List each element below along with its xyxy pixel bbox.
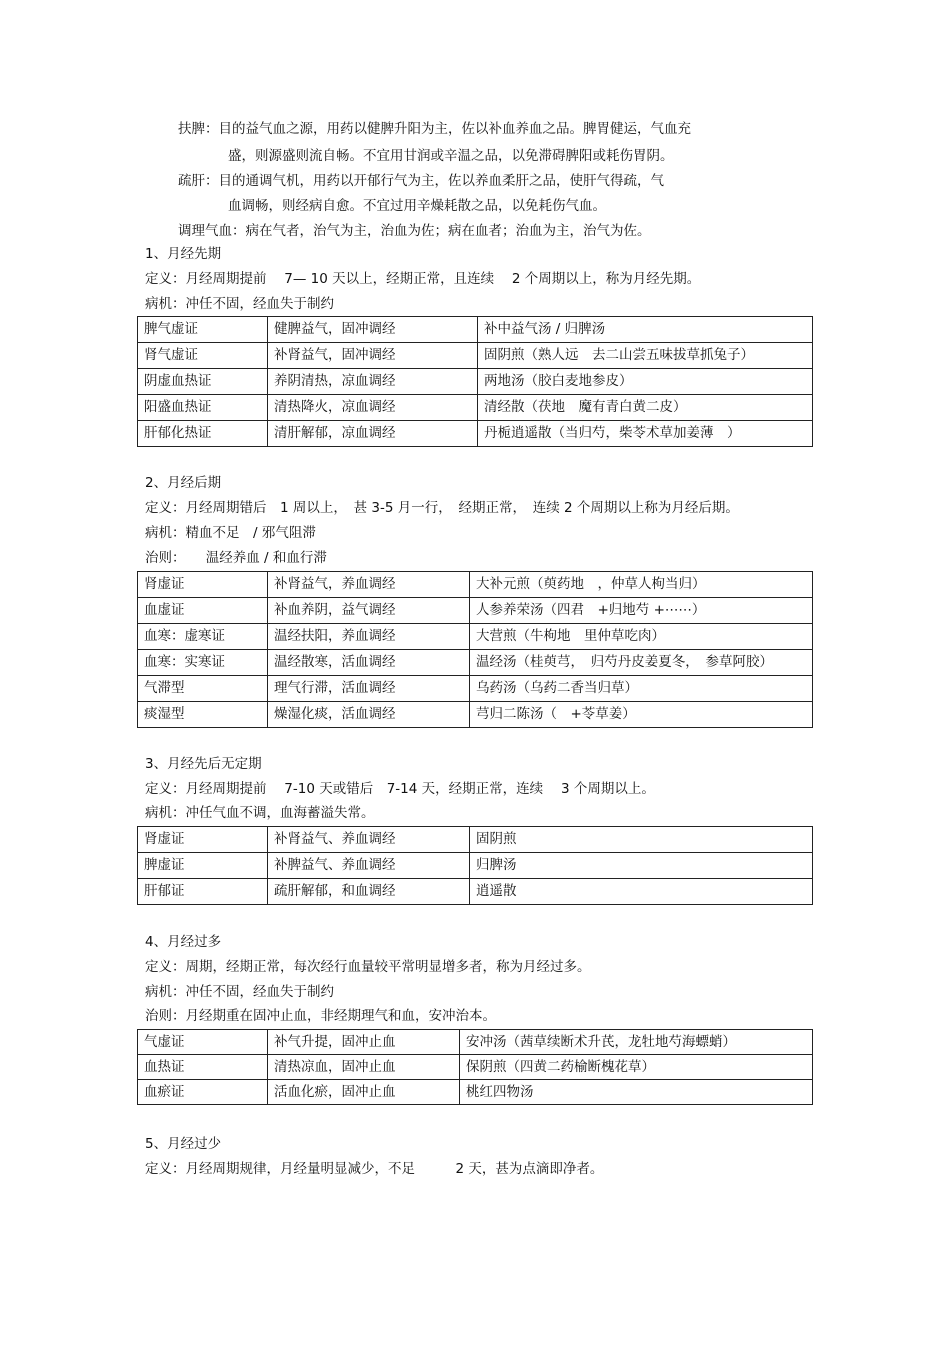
intro-spleen-line-1: 扶脾：目的益气血之源，用药以健脾升阳为主，佐以补血养血之品。脾胃健运，气血充 (178, 121, 691, 137)
formula-cell: 乌药汤（乌药二香当归草） (470, 676, 813, 702)
syndrome-cell: 血瘀证 (138, 1080, 268, 1105)
treatment-principle-cell: 活血化瘀，固冲止血 (268, 1080, 460, 1105)
formula-cell: 芎归二陈汤（ +苓草姜） (470, 702, 813, 728)
syndrome-cell: 脾虚证 (138, 853, 268, 879)
formula-cell: 桃红四物汤 (460, 1080, 813, 1105)
section-2-table (137, 571, 813, 728)
syndrome-cell: 血寒：虚寒证 (138, 624, 268, 650)
section-4-pathogenesis: 病机：冲任不固，经血失于制约 (145, 984, 334, 1000)
formula-cell: 清经散（茯地 魔有青白黄二皮） (478, 395, 813, 421)
intro-liver-line-1: 疏肝：目的通调气机，用药以开郁行气为主，佐以养血柔肝之品，使肝气得疏，气 (178, 173, 664, 189)
syndrome-cell: 肾虚证 (138, 572, 268, 598)
table-row (138, 1055, 813, 1080)
treatment-principle-cell: 清热降火，凉血调经 (268, 395, 478, 421)
treatment-principle-cell: 清热凉血，固冲止血 (268, 1055, 460, 1080)
syndrome-cell: 肝郁证 (138, 879, 268, 905)
section-1-table (137, 316, 813, 447)
formula-cell: 两地汤（胶白麦地参皮） (478, 369, 813, 395)
treatment-principle-cell: 补肾益气、养血调经 (268, 827, 470, 853)
syndrome-cell: 肾虚证 (138, 827, 268, 853)
section-1-definition: 定义：月经周期提前 7— 10 天以上，经期正常，且连续 2 个周期以上，称为月经先期。 (145, 271, 701, 287)
formula-cell: 温经汤（桂萸芎， 归芍丹皮姜夏冬， 参草阿胶） (470, 650, 813, 676)
treatment-principle-cell: 温经散寒，活血调经 (268, 650, 470, 676)
section-3-table (137, 826, 813, 905)
section-5-title: 5、月经过少 (145, 1136, 222, 1152)
formula-cell: 保阴煎（四黄二药榆断槐花草） (460, 1055, 813, 1080)
treatment-principle-cell: 理气行滞，活血调经 (268, 676, 470, 702)
syndrome-cell: 痰湿型 (138, 702, 268, 728)
table-row (138, 827, 813, 853)
syndrome-cell: 肾气虚证 (138, 343, 268, 369)
section-2-title: 2、月经后期 (145, 475, 222, 491)
treatment-principle-cell: 养阴清热，凉血调经 (268, 369, 478, 395)
formula-cell: 大补元煎（萸药地 ，仲草人枸当归） (470, 572, 813, 598)
table-row (138, 879, 813, 905)
formula-cell: 安冲汤（茜草续断术升芪，龙牡地芍海螵蛸） (460, 1030, 813, 1055)
syndrome-cell: 血虚证 (138, 598, 268, 624)
formula-cell: 人参养荣汤（四君 +归地芍 +⋯⋯） (470, 598, 813, 624)
section-4-title: 4、月经过多 (145, 934, 222, 950)
formula-cell: 大营煎（牛枸地 里仲草吃肉） (470, 624, 813, 650)
table-row (138, 317, 813, 343)
section-1-pathogenesis: 病机：冲任不固，经血失于制约 (145, 296, 334, 312)
table-row (138, 1080, 813, 1105)
syndrome-cell: 血热证 (138, 1055, 268, 1080)
treatment-principle-cell: 补气升提，固冲止血 (268, 1030, 460, 1055)
section-3-title: 3、月经先后无定期 (145, 756, 262, 772)
table-row (138, 395, 813, 421)
syndrome-cell: 阴虚血热证 (138, 369, 268, 395)
section-1-title: 1、月经先期 (145, 246, 222, 262)
formula-cell: 补中益气汤 / 归脾汤 (478, 317, 813, 343)
syndrome-cell: 脾气虚证 (138, 317, 268, 343)
section-3-pathogenesis: 病机：冲任气血不调，血海蓄溢失常。 (145, 805, 375, 821)
syndrome-cell: 血寒：实寒证 (138, 650, 268, 676)
table-row (138, 624, 813, 650)
syndrome-cell: 气滞型 (138, 676, 268, 702)
section-2-definition: 定义：月经周期错后 1 周以上， 甚 3-5 月一行， 经期正常， 连续 2 个周期以上称为月经后期。 (145, 500, 739, 516)
treatment-principle-cell: 补脾益气、养血调经 (268, 853, 470, 879)
table-row (138, 676, 813, 702)
treatment-principle-cell: 疏肝解郁，和血调经 (268, 879, 470, 905)
table-row (138, 369, 813, 395)
table-row (138, 598, 813, 624)
section-4-table (137, 1029, 813, 1105)
table-row (138, 853, 813, 879)
treatment-principle-cell: 清肝解郁，凉血调经 (268, 421, 478, 447)
syndrome-cell: 阳盛血热证 (138, 395, 268, 421)
section-4-definition: 定义：周期，经期正常，每次经行血量较平常明显增多者，称为月经过多。 (145, 959, 591, 975)
treatment-principle-cell: 补肾益气，养血调经 (268, 572, 470, 598)
formula-cell: 丹栀逍遥散（当归芍，柴苓术草加姜薄 ） (478, 421, 813, 447)
section-4-treatment: 治则：月经期重在固冲止血，非经期理气和血，安冲治本。 (145, 1008, 496, 1024)
intro-spleen-line-2: 盛，则源盛则流自畅。不宜用甘润或辛温之品，以免滞碍脾阳或耗伤胃阴。 (228, 148, 674, 164)
treatment-principle-cell: 补血养阴，益气调经 (268, 598, 470, 624)
section-2-pathogenesis: 病机：精血不足 / 邪气阻滞 (145, 525, 316, 541)
formula-cell: 固阴煎 (470, 827, 813, 853)
intro-liver-line-2: 血调畅，则经病自愈。不宜过用辛燥耗散之品，以免耗伤气血。 (228, 198, 606, 214)
syndrome-cell: 气虚证 (138, 1030, 268, 1055)
table-row (138, 1030, 813, 1055)
treatment-principle-cell: 燥湿化痰，活血调经 (268, 702, 470, 728)
section-3-definition: 定义：月经周期提前 7-10 天或错后 7-14 天，经期正常，连续 3 个周期以上。 (145, 781, 655, 797)
table-row (138, 702, 813, 728)
table-row (138, 572, 813, 598)
table-row (138, 421, 813, 447)
section-5-definition: 定义：月经周期规律，月经量明显减少，不足 2 天，甚为点滴即净者。 (145, 1161, 604, 1177)
treatment-principle-cell: 补肾益气，固冲调经 (268, 343, 478, 369)
intro-qixue-line: 调理气血：病在气者，治气为主，治血为佐；病在血者；治血为主，治气为佐。 (178, 223, 651, 239)
formula-cell: 归脾汤 (470, 853, 813, 879)
table-row (138, 650, 813, 676)
table-row (138, 343, 813, 369)
treatment-principle-cell: 温经扶阳，养血调经 (268, 624, 470, 650)
formula-cell: 逍遥散 (470, 879, 813, 905)
treatment-principle-cell: 健脾益气，固冲调经 (268, 317, 478, 343)
section-2-treatment: 治则： 温经养血 / 和血行滞 (145, 550, 327, 566)
syndrome-cell: 肝郁化热证 (138, 421, 268, 447)
formula-cell: 固阴煎（熟人远 去二山尝五味拔草抓兔子） (478, 343, 813, 369)
